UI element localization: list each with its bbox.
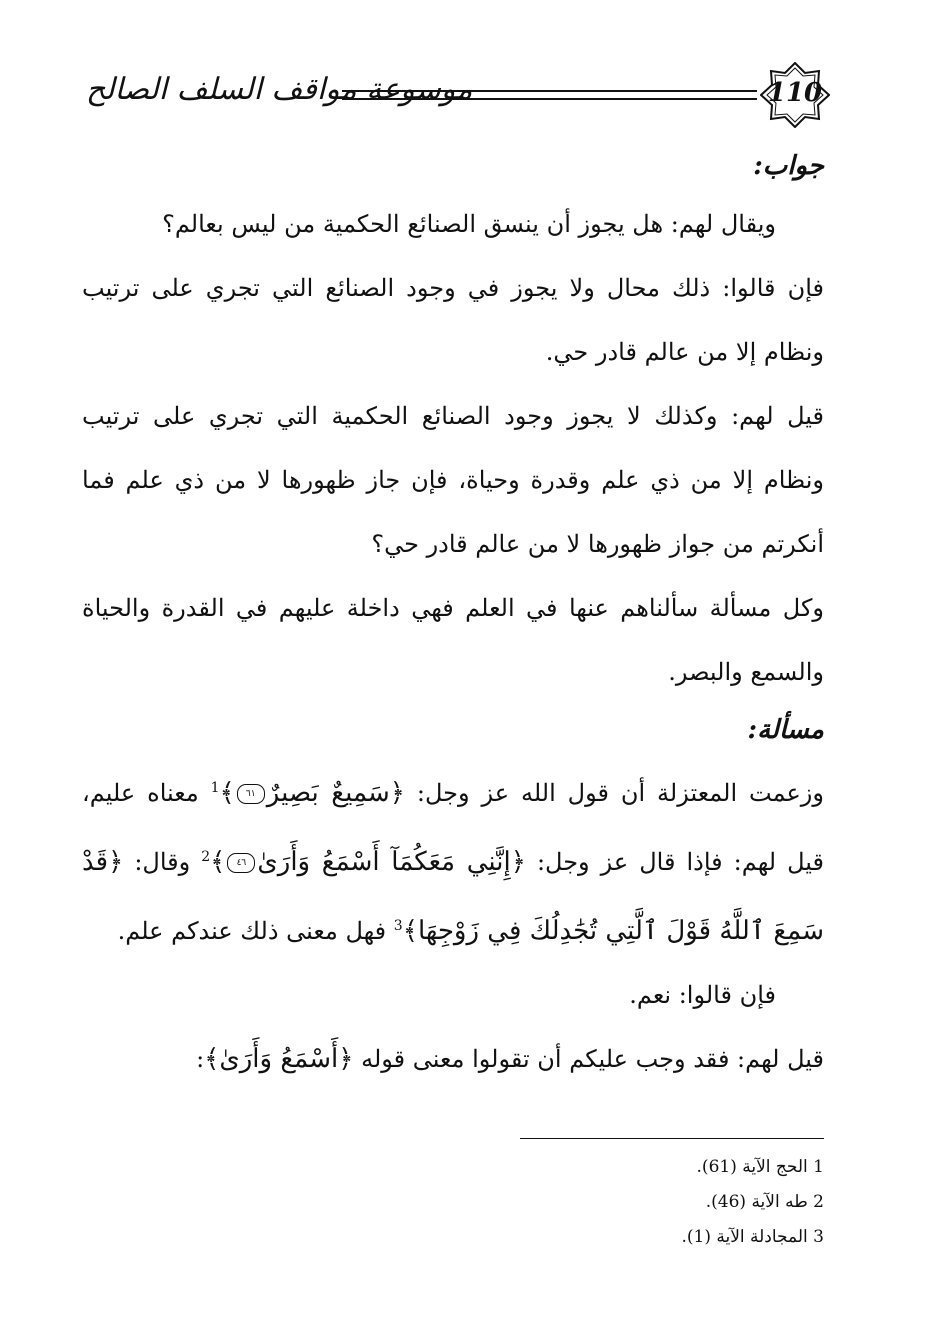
footnotes bbox=[520, 1150, 824, 1255]
footnote-ref-3: 3 bbox=[393, 918, 403, 934]
p5-text-b: معناه عليم، قيل لهم: فإذا قال عز وجل: bbox=[82, 779, 824, 876]
footnote-3: 3 المجادلة الآية (1). bbox=[681, 1227, 824, 1247]
ayah-number-1: ٦١ bbox=[237, 784, 265, 804]
paragraph-5 bbox=[82, 756, 824, 963]
p5-text-c: وقال: bbox=[123, 848, 202, 876]
quran-verse-4: ﴿أَسْمَعُ وَأَرَىٰ﴾ bbox=[204, 1044, 354, 1074]
main-text bbox=[82, 140, 824, 1091]
book-title: موسوعة مواقف السلف الصالح bbox=[86, 72, 473, 107]
quran-verse-3: ﴿قَدْ سَمِعَ ٱللَّهُ قَوْلَ ٱلَّتِي تُجَٰدِلُكَ فِي زَوْجِهَا﴾ bbox=[82, 847, 824, 946]
p7-text-a: قيل لهم: فقد وجب عليكم أن تقولوا معنى قوله bbox=[353, 1045, 824, 1073]
footnote-ref-1: 1 bbox=[210, 780, 220, 796]
quran-verse-2 bbox=[210, 847, 526, 877]
page-header bbox=[80, 62, 840, 132]
footnote-2: 2 طه الآية (46). bbox=[705, 1192, 824, 1212]
paragraph-1: ويقال لهم: هل يجوز أن ينسق الصنائع الحكمية من ليس بعالم؟ bbox=[162, 210, 776, 238]
quran-verse-1-text: ﴿سَمِيعٌ بَصِيرٌ bbox=[266, 778, 405, 808]
paragraph-6: فإن قالوا: نعم. bbox=[629, 981, 776, 1009]
paragraph-3: قيل لهم: وكذلك لا يجوز وجود الصنائع الحكمية التي تجري على ترتيب ونظام إلا من ذي علم وقدرة وحياة، فإن جاز ظهورها لا من ذي علم فما أنكرتم من جواز ظهورها لا من عالم قادر حي؟ bbox=[82, 402, 824, 558]
footnote-ref-2: 2 bbox=[201, 849, 211, 865]
heading-answer: جواب: bbox=[753, 151, 824, 181]
quran-verse-2-text: ﴿إِنَّنِي مَعَكُمَآ أَسْمَعُ وَأَرَىٰ bbox=[257, 847, 526, 877]
heading-question: مسألة: bbox=[747, 715, 824, 745]
ayah-number-2: ٤٦ bbox=[227, 853, 255, 873]
paragraph-4: وكل مسألة سألناهم عنها في العلم فهي داخلة عليهم في القدرة والحياة والسمع والبصر. bbox=[82, 594, 825, 686]
page-number-badge bbox=[760, 62, 830, 128]
footnote-1: 1 الحج الآية (61). bbox=[696, 1157, 824, 1177]
page-number: 110 bbox=[767, 78, 823, 108]
header-rule bbox=[342, 90, 757, 100]
quran-verse-1 bbox=[220, 778, 405, 808]
p5-text-a: وزعمت المعتزلة أن قول الله عز وجل: bbox=[405, 779, 824, 807]
quran-verse-1-close: ﴾ bbox=[219, 778, 235, 808]
paragraph-7 bbox=[82, 1027, 824, 1091]
p5-text-d: فهل معنى ذلك عندكم علم. bbox=[117, 917, 394, 945]
footnote-separator bbox=[520, 1138, 824, 1139]
paragraph-2: فإن قالوا: ذلك محال ولا يجوز في وجود الصنائع التي تجري على ترتيب ونظام إلا من عالم قادر حي. bbox=[82, 274, 824, 366]
quran-verse-2-close: ﴾ bbox=[210, 847, 226, 877]
p7-text-b: : bbox=[196, 1045, 205, 1073]
